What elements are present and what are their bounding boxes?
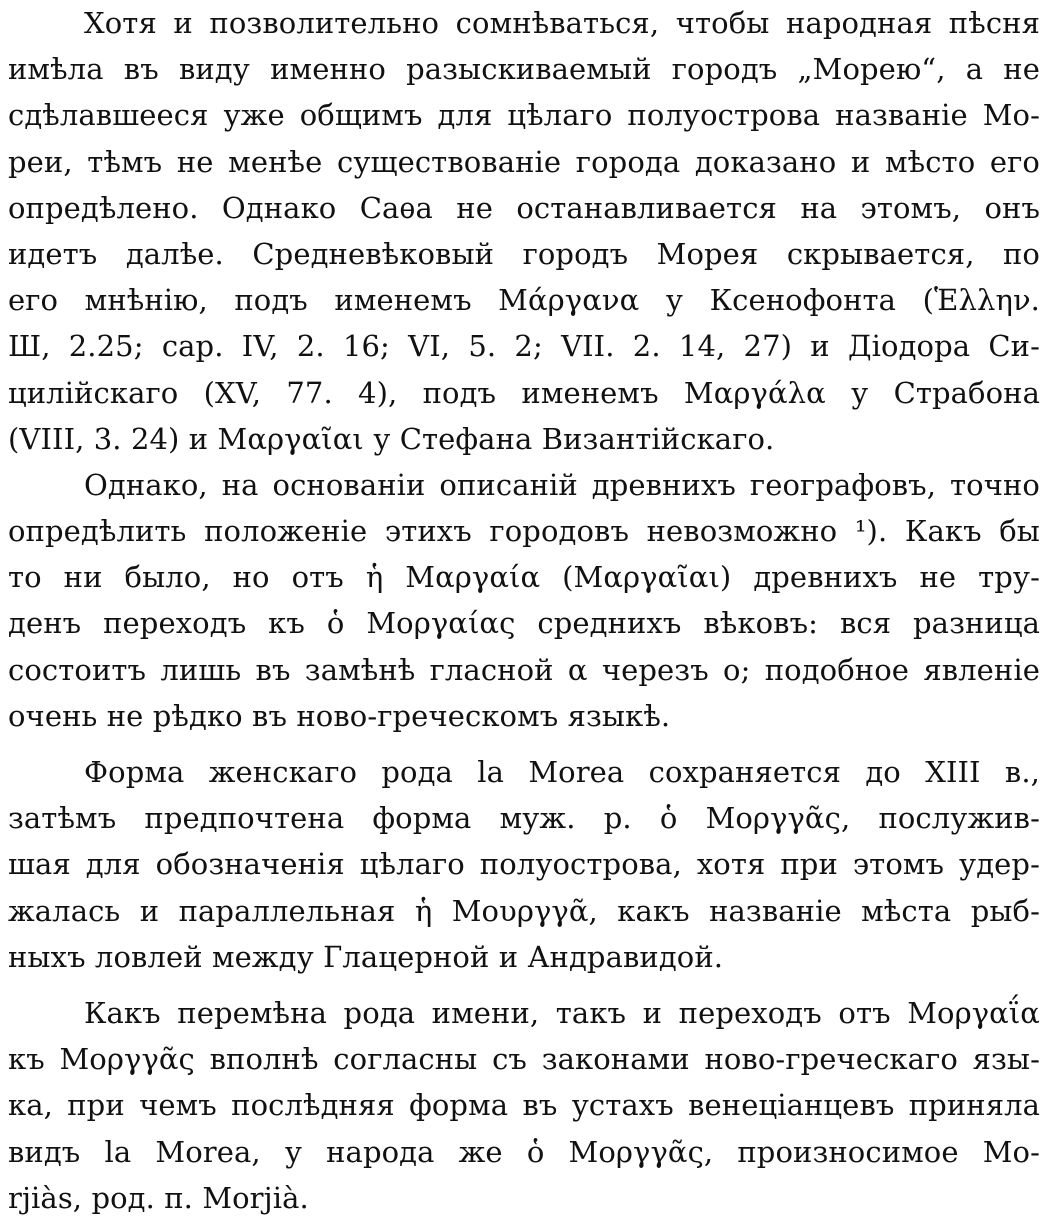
paragraph-1 <box>8 0 1040 462</box>
paragraph-4 <box>8 990 1040 1221</box>
text-line: цилійскаго (XV, 77. 4), подъ именемъ Μαργάλα у Страбона <box>8 375 1040 410</box>
text-line: видъ la Morea, у народа же ὁ Μοργγᾶς, произносимое Mo- <box>8 1134 1040 1169</box>
text-line: Однако, на основаніи описаній древнихъ географовъ, точно <box>84 467 1040 502</box>
text-line: rjiàs, род. п. Morjià. <box>8 1180 309 1215</box>
text-line: его мнѣнію, подъ именемъ Μάργανα у Ксенофонта (Ἑλλην. <box>8 283 1040 318</box>
text-line: реи, тѣмъ не менѣе существованіе города доказано и мѣсто его <box>8 144 1040 179</box>
text-line: къ Μοργγᾶς вполнѣ согласны съ законами ново-греческаго язы- <box>8 1042 1040 1077</box>
paragraph-3 <box>8 749 1040 980</box>
text-line: (VIII, 3. 24) и Μαργαῖαι у Стефана Византійскаго. <box>8 421 775 456</box>
text-line: ныхъ ловлей между Глацерной и Андравидой. <box>8 939 724 974</box>
text-line: Ш, 2.25; cap. IV, 2. 16; VI, 5. 2; VII. 2. 14, 27) и Діодора Си- <box>8 329 1040 364</box>
text-line: Какъ перемѣна рода имени, такъ и переходъ отъ Μοργαΐα <box>84 995 1040 1030</box>
text-line: Форма женскаго рода la Morea сохраняется до XIII в., <box>84 755 1040 789</box>
text-line: опредѣлить положеніе этихъ городовъ невозможно ¹). Какъ бы <box>8 514 1040 549</box>
paragraph-2 <box>8 462 1040 739</box>
text-line: очень не рѣдко въ ново-греческомъ языкѣ. <box>8 698 671 733</box>
text-line: ка, при чемъ послѣдняя форма въ устахъ венеціанцевъ приняла <box>8 1088 1040 1123</box>
text-line: сдѣлавшееся уже общимъ для цѣлаго полуострова названіе Мо- <box>8 98 1040 133</box>
text-line: денъ переходъ къ ὁ Μοργαίας среднихъ вѣковъ: вся разница <box>8 606 1040 641</box>
text-line: затѣмъ предпочтена форма муж. р. ὁ Μοργγᾶς, послужив- <box>8 801 1040 836</box>
text-line: состоитъ лишь въ замѣнѣ гласной α черезъ ο; подобное явленіе <box>8 652 1040 687</box>
text-line: опредѣлено. Однако Саѳа не останавливается на этомъ, онъ <box>8 190 1040 225</box>
text-line: то ни было, но отъ ἡ Μαργαία (Μαργαῖαι) древнихъ не тру- <box>8 560 1040 595</box>
text-line: идетъ далѣе. Средневѣковый городъ Морея скрывается, по <box>8 236 1040 271</box>
text-line: шая для обозначенія цѣлаго полуострова, хотя при этомъ удер- <box>8 847 1040 882</box>
text-line: имѣла въ виду именно разыскиваемый городъ „Морею“, а не <box>8 52 1040 87</box>
text-line: Хотя и позволительно сомнѣваться, чтобы народная пѣсня <box>84 6 1040 40</box>
text-line: жалась и параллельная ἡ Μουργγᾶ, какъ названіе мѣста рыб- <box>8 893 1040 928</box>
